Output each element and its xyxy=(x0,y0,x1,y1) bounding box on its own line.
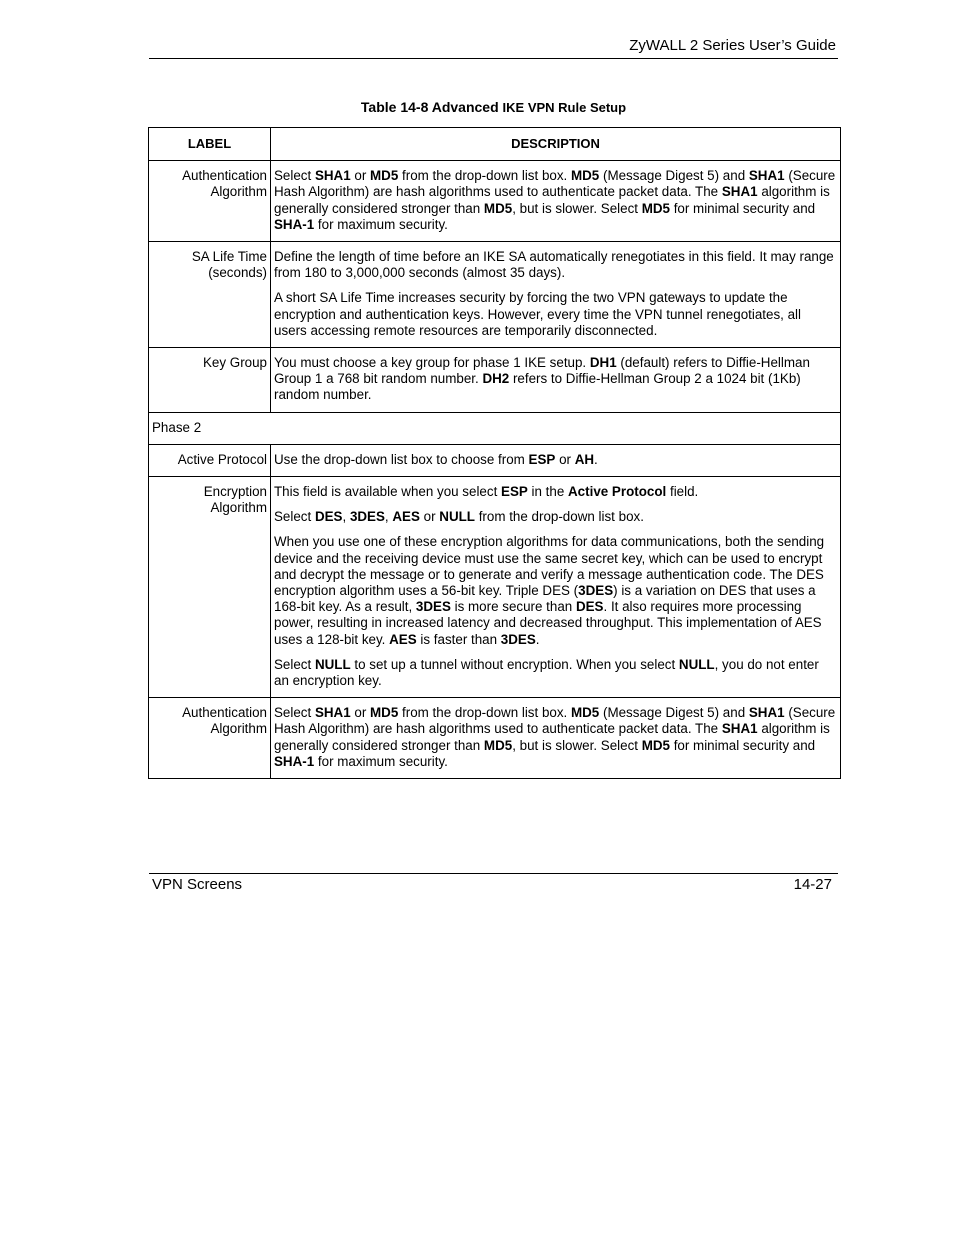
text-run: algorithm is generally considered stronger than xyxy=(274,721,830,753)
text-run: for maximum security. xyxy=(314,216,448,232)
bold-term: SHA1 xyxy=(748,168,785,184)
bold-term: SHA1 xyxy=(721,721,758,737)
bold-term: NULL xyxy=(314,656,351,672)
text-run: , xyxy=(342,509,350,525)
row-description xyxy=(271,348,841,413)
row-description xyxy=(271,242,841,348)
bold-term: Active Protocol xyxy=(568,484,667,500)
text-run: Use the drop-down list box to choose from xyxy=(274,451,529,467)
text-run: (Secure Hash Algorithm) are hash algorithms used to authenticate packet data. The xyxy=(274,168,836,200)
description-paragraph xyxy=(274,657,837,689)
text-run: from the drop-down list box. xyxy=(398,168,571,184)
text-run: refers to Diffie-Hellman Group 2 a 1024 bit (1Kb) random number. xyxy=(274,371,801,403)
bold-term: 3DES xyxy=(415,599,451,615)
text-run: (default) refers to Diffie-Hellman Group 1 a 768 bit random number. xyxy=(274,355,810,387)
bold-term: DES xyxy=(314,509,343,525)
bold-term: ESP xyxy=(528,451,556,467)
text-run: , but is slower. Select xyxy=(512,737,642,753)
row-label: Encryption Algorithm xyxy=(149,477,271,698)
row-description xyxy=(271,698,841,779)
table-header-row xyxy=(149,128,841,161)
text-run: from the drop-down list box. xyxy=(474,509,644,525)
bold-term: AH xyxy=(574,451,595,467)
text-run: Select xyxy=(274,168,315,184)
text-run: (Message Digest 5) and xyxy=(599,168,749,184)
description-paragraph xyxy=(274,355,837,404)
bold-term: AES xyxy=(392,509,420,525)
bold-term: MD5 xyxy=(483,200,513,216)
row-label: Authentication Algorithm xyxy=(149,698,271,779)
bold-term: ESP xyxy=(501,484,528,500)
bold-term: NULL xyxy=(678,656,715,672)
ike-vpn-rule-table xyxy=(148,127,841,779)
column-header-description: DESCRIPTION xyxy=(271,128,841,161)
caption-small: IKE VPN Rule Setup xyxy=(502,100,627,115)
table-body xyxy=(149,161,841,779)
text-run: When you use one of these encryption algorithms for data communications, both the sending device and the receiving device must use the same secret key, which can be used to encrypt and decrypt the message or to generate and verify a message authentication code. The DES encryption algorithm uses a 56-bit key. Triple DES ( xyxy=(274,534,825,599)
bold-term: SHA-1 xyxy=(274,216,315,232)
text-run: from the drop-down list box. xyxy=(398,705,571,721)
footer-section-name: VPN Screens xyxy=(152,876,243,893)
text-run: . xyxy=(594,451,598,467)
row-label: Key Group xyxy=(149,348,271,413)
text-run: ) is a variation on DES that uses a 168-bit key. As a result, xyxy=(274,583,816,615)
description-paragraph xyxy=(274,168,837,233)
bold-term: DH1 xyxy=(589,355,617,371)
text-run: field. xyxy=(666,484,699,500)
bold-term: NULL xyxy=(439,509,475,525)
header-divider xyxy=(149,58,838,59)
footer-page-number: 14-27 xyxy=(793,876,832,893)
text-run: Select xyxy=(274,656,315,672)
bold-term: MD5 xyxy=(641,737,670,753)
text-run: is faster than xyxy=(416,631,501,647)
bold-term: MD5 xyxy=(483,737,513,753)
description-paragraph xyxy=(274,452,837,468)
header-title: ZyWALL 2 Series User’s Guide xyxy=(629,37,836,54)
text-run: . It also requires more processing power, resulting in increased latency and decreased throughput. This implementation of AES uses a 128-bit key. xyxy=(274,599,822,647)
text-run: to set up a tunnel without encryption. When you select xyxy=(350,656,679,672)
caption-main: Table 14-8 Advanced xyxy=(360,99,503,115)
text-run: , xyxy=(384,509,393,525)
text-run: (Message Digest 5) and xyxy=(599,705,749,721)
text-run: or xyxy=(350,168,371,184)
text-run: , but is slower. Select xyxy=(512,200,642,216)
table-row xyxy=(149,161,841,242)
row-description xyxy=(271,444,841,476)
bold-term: MD5 xyxy=(370,705,399,721)
bold-term: DES xyxy=(575,599,604,615)
section-label: Phase 2 xyxy=(149,412,841,444)
bold-term: DH2 xyxy=(482,371,510,387)
text-run: or xyxy=(555,451,575,467)
text-run: (Secure Hash Algorithm) are hash algorithms used to authenticate packet data. The xyxy=(274,705,836,737)
bold-term: SHA1 xyxy=(314,168,351,184)
text-run: A short SA Life Time increases security by forcing the two VPN gateways to update the encryption and authentication keys. However, every time the VPN tunnel renegotiates, all users accessing remote resources are temporarily disconnected. xyxy=(274,290,801,338)
row-label: Authentication Algorithm xyxy=(149,161,271,242)
text-run: , you do not enter an encryption key. xyxy=(274,656,819,689)
table-caption xyxy=(148,99,839,115)
bold-term: MD5 xyxy=(641,200,670,216)
text-run: Select xyxy=(274,509,315,525)
text-run: Select xyxy=(274,705,315,721)
text-run: Define the length of time before an IKE SA automatically renegotiates in this field. It may range from 180 to 3,000,000 seconds (almost 35 days). xyxy=(274,249,834,281)
bold-term: MD5 xyxy=(570,705,600,721)
row-description xyxy=(271,161,841,242)
row-description xyxy=(271,477,841,698)
description-paragraph xyxy=(274,249,837,281)
section-row xyxy=(149,412,841,444)
table-row xyxy=(149,242,841,348)
table-row xyxy=(149,444,841,476)
text-run: in the xyxy=(527,484,569,500)
bold-term: 3DES xyxy=(349,509,385,525)
bold-term: MD5 xyxy=(570,168,600,184)
bold-term: AES xyxy=(389,631,417,647)
bold-term: SHA-1 xyxy=(274,753,315,769)
description-paragraph xyxy=(274,705,837,770)
table-row xyxy=(149,348,841,413)
description-paragraph xyxy=(274,484,837,500)
text-run: or xyxy=(350,705,371,721)
text-run: for minimal security and xyxy=(669,200,816,216)
table-row xyxy=(149,477,841,698)
text-run: is more secure than xyxy=(450,599,576,615)
row-label: Active Protocol xyxy=(149,444,271,476)
column-header-label: LABEL xyxy=(149,128,271,161)
text-run: for minimal security and xyxy=(669,737,816,753)
row-label: SA Life Time (seconds) xyxy=(149,242,271,348)
bold-term: 3DES xyxy=(578,583,614,599)
description-paragraph xyxy=(274,290,837,339)
description-paragraph xyxy=(274,509,837,525)
footer-divider xyxy=(149,873,838,874)
text-run: . xyxy=(535,631,540,647)
table-row xyxy=(149,698,841,779)
bold-term: SHA1 xyxy=(314,705,351,721)
bold-term: SHA1 xyxy=(748,705,785,721)
text-run: or xyxy=(419,509,440,525)
bold-term: 3DES xyxy=(500,631,536,647)
description-paragraph xyxy=(274,534,837,647)
bold-term: SHA1 xyxy=(721,184,758,200)
text-run: for maximum security. xyxy=(314,753,448,769)
text-run: This field is available when you select xyxy=(274,484,502,500)
text-run: algorithm is generally considered stronger than xyxy=(274,184,830,216)
text-run: You must choose a key group for phase 1 IKE setup. xyxy=(274,355,590,371)
bold-term: MD5 xyxy=(370,168,399,184)
